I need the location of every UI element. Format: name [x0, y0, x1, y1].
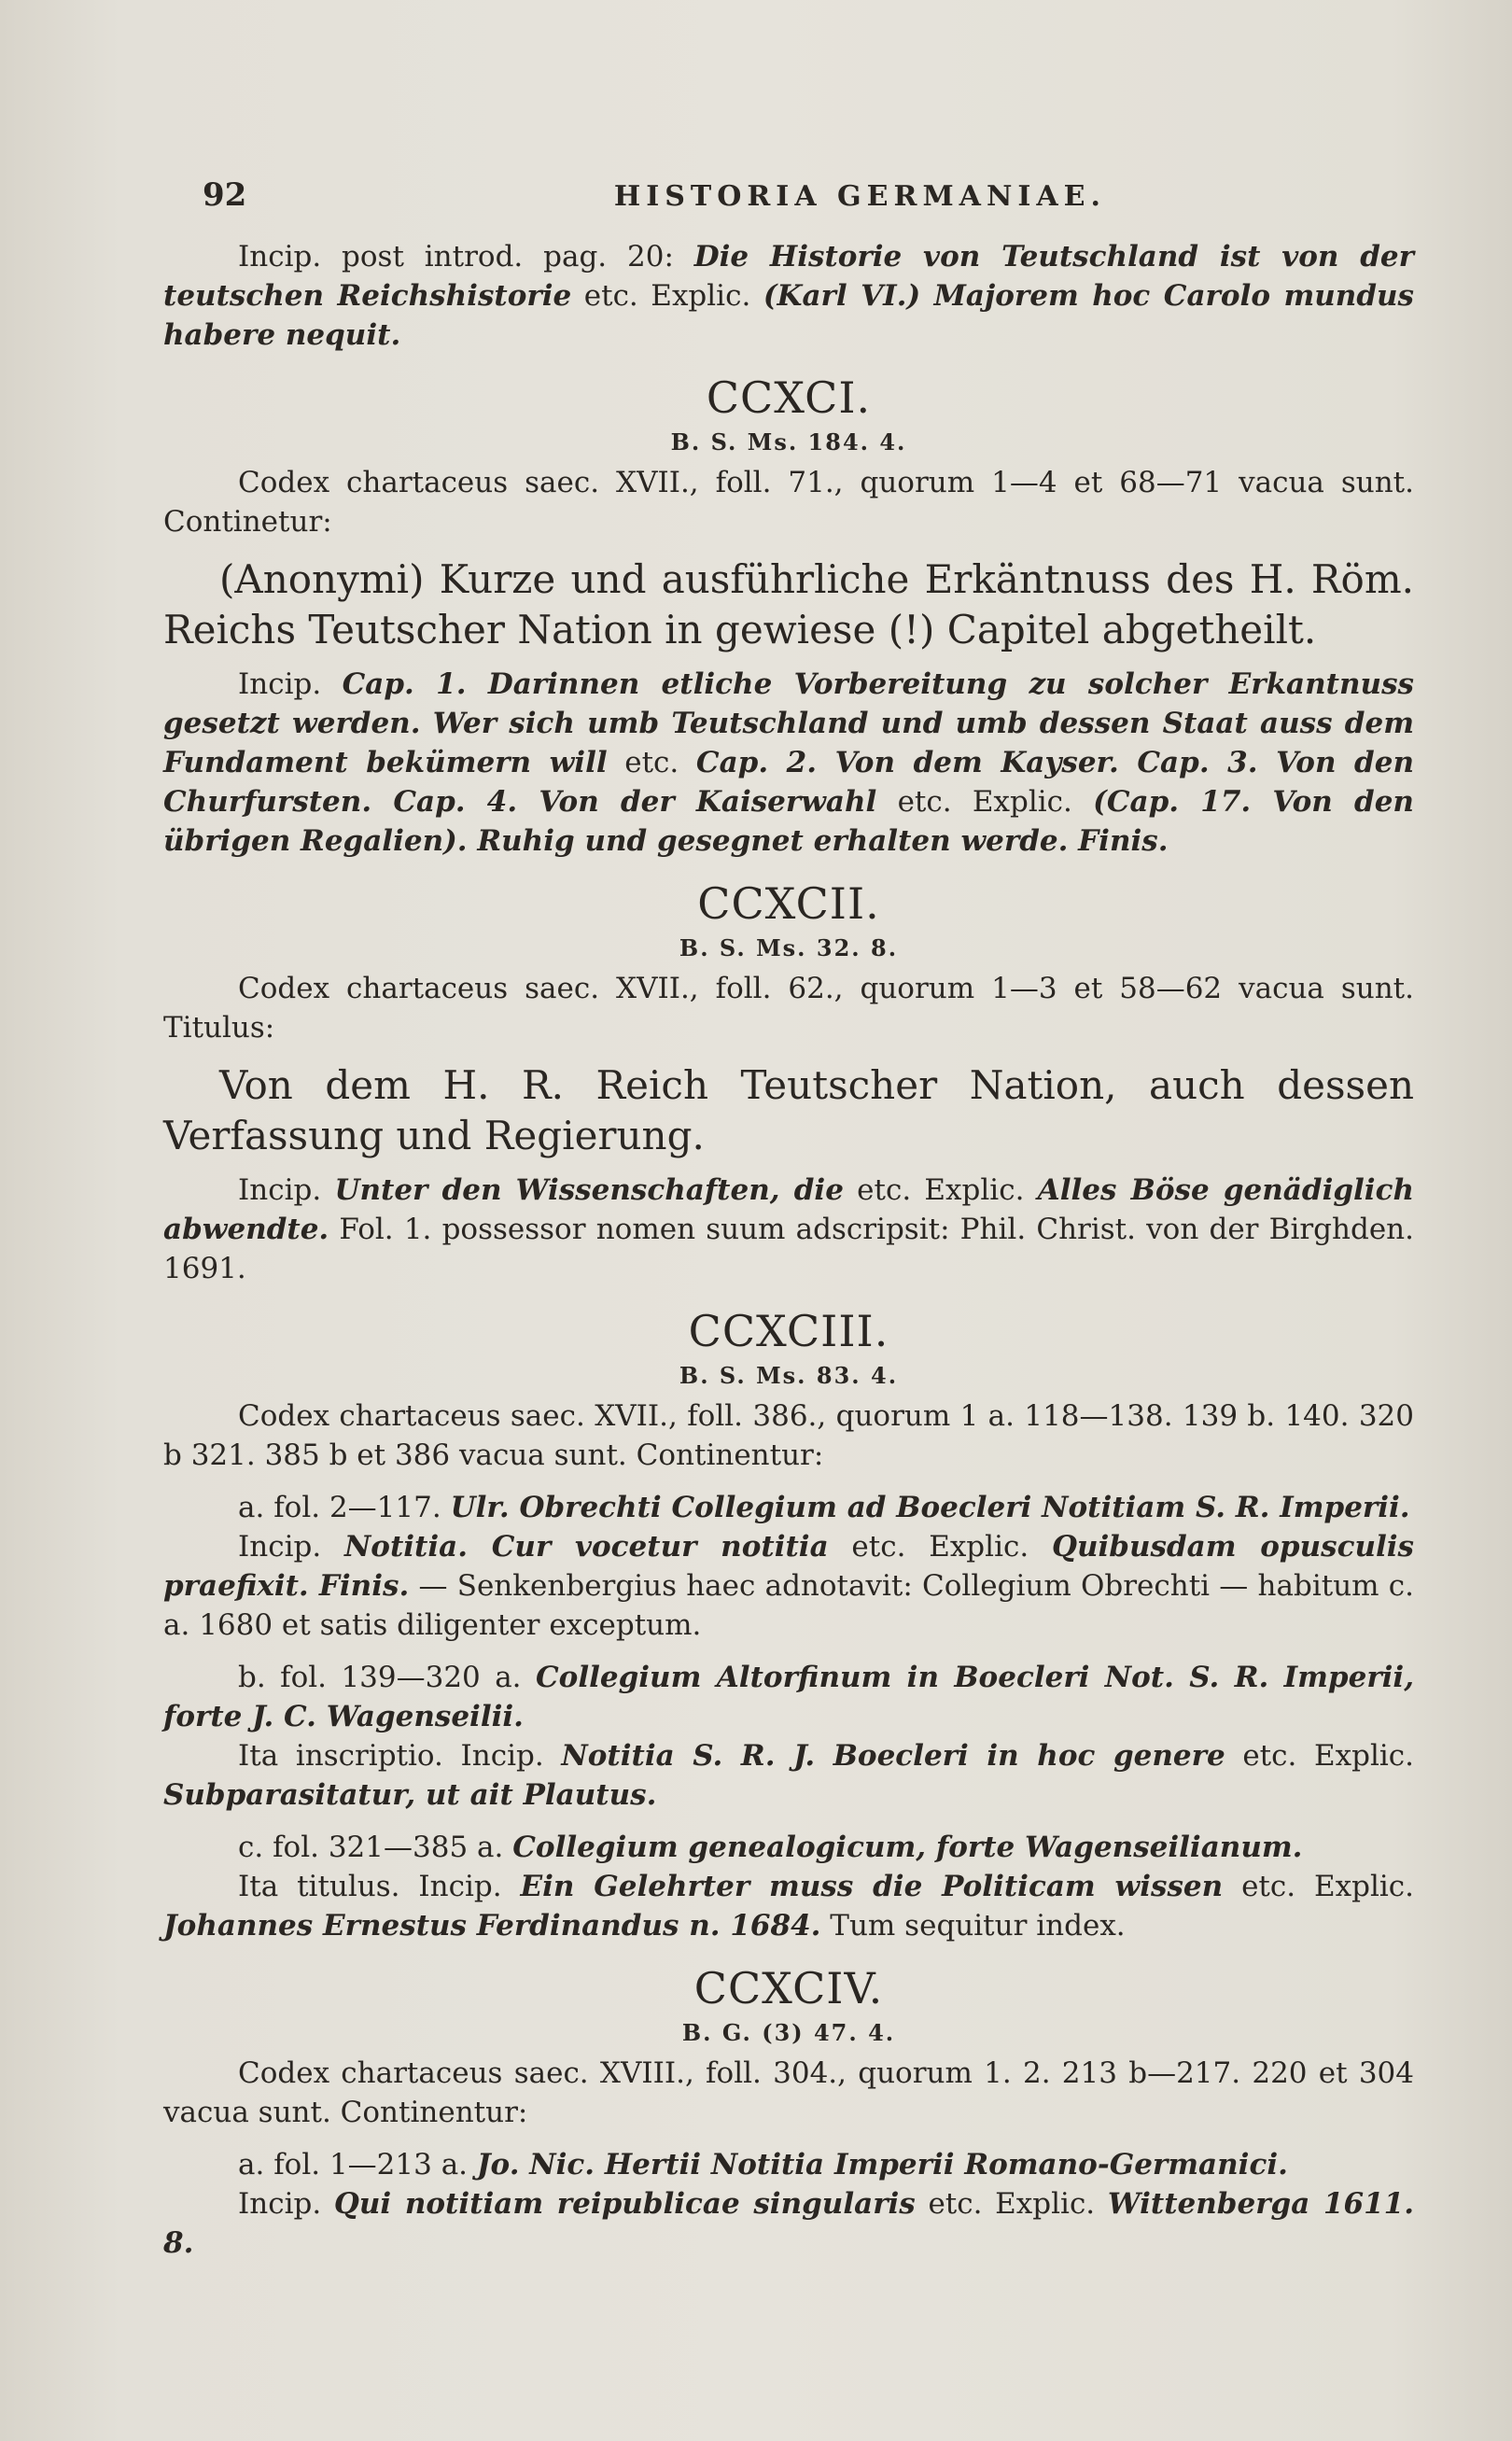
work-title: Von dem H. R. Reich Teutscher Nation, auch dessen Verfassung und Regierung.: [163, 1062, 1414, 1158]
text: etc. Explic.: [876, 785, 1094, 819]
text: a. fol. 2—117.: [238, 1491, 451, 1524]
entry-number: CCXCIV.: [693, 1963, 884, 2013]
text: etc. Explic.: [915, 2187, 1108, 2221]
item-c-heading: [163, 1828, 1414, 1867]
explicit-text: (Cap. 17. Von den übrigen Regalien). Ruhig und gesegnet erhalten werde. Finis.: [163, 785, 1414, 858]
item-b-heading: [163, 1658, 1414, 1736]
explicit-text: Quibusdam opusculis praefixit. Finis.: [163, 1530, 1414, 1603]
page-number: 92: [203, 176, 247, 214]
text: Ita titulus. Incip.: [238, 1870, 521, 1903]
incipit-text: Notitia S. R. J. Boecleri in hoc genere: [561, 1739, 1225, 1773]
text: Incip.: [238, 1530, 344, 1564]
entry-ccxciii: [163, 1305, 1414, 1945]
text: c. fol. 321—385 a.: [238, 1831, 513, 1864]
item-title: Collegium Altorfinum in Boecleri Not. S. R. Imperii, forte J. C. Wagenseilii.: [163, 1661, 1414, 1733]
text: Incip.: [238, 2187, 334, 2221]
incipit-explicit: [163, 665, 1414, 861]
work-title: (Anonymi) Kurze und ausführliche Erkäntnuss des H. Röm. Reichs Teutscher Nation in gewiese (!) Capitel abgetheilt.: [163, 556, 1414, 652]
text: Fol. 1. possessor nomen suum adscripsit: Phil. Christ. von der Birghden. 1691.: [163, 1213, 1414, 1285]
text: etc. Explic.: [1223, 1870, 1415, 1903]
text: a. fol. 1—213 a.: [238, 2148, 477, 2181]
intro-text: Incip. post introd. pag. 20:: [238, 240, 694, 274]
explicit-text: Subparasitatur, ut ait Plautus.: [163, 1778, 657, 1812]
item-a-detail: [163, 1527, 1414, 1645]
entry-ccxci: [163, 372, 1414, 861]
text: Tum sequitur index.: [820, 1909, 1126, 1943]
text: — Senkenbergius haec adnotavit: Collegium Obrechti — habitum c. a. 1680 et satis diligenter exceptum.: [163, 1569, 1415, 1642]
text: b. fol. 139—320 a.: [238, 1661, 536, 1694]
entry-number: CCXCIII.: [688, 1306, 889, 1356]
entry-number: CCXCI.: [706, 372, 872, 423]
item-c-detail: [163, 1867, 1414, 1945]
text: etc.: [607, 746, 696, 779]
text: Ita inscriptio. Incip.: [238, 1739, 562, 1773]
text: Incip.: [238, 667, 343, 701]
text: etc. Explic.: [843, 1173, 1038, 1207]
explicit-text: Wittenberga 1611. 8.: [163, 2187, 1414, 2260]
text: etc. Explic.: [828, 1530, 1052, 1564]
incipit-text: Cap. 2. Von dem Kayser. Cap. 3. Von den Churfursten. Cap. 4. Von der Kaiserwahl: [163, 746, 1414, 819]
incipit-text: Qui notitiam reipublicae singularis: [333, 2187, 916, 2221]
incipit-text: Ein Gelehrter muss die Politicam wissen: [520, 1870, 1224, 1903]
item-title: Ulr. Obrechti Collegium ad Boecleri Notitiam S. R. Imperii.: [450, 1491, 1410, 1524]
explicit-text: Alles Böse genädiglich abwendte.: [163, 1173, 1414, 1246]
running-title: HISTORIA GERMANIAE.: [613, 180, 1106, 213]
incipit-explicit: [163, 1171, 1414, 1288]
text: Incip.: [238, 1173, 335, 1207]
item-a-detail: [163, 2184, 1414, 2263]
incipit-text: Unter den Wissenschaften, die: [334, 1173, 844, 1207]
shelfmark: B. S. Ms. 83. 4.: [679, 1362, 899, 1389]
entry-ccxcii: [163, 877, 1414, 1288]
page-content: [163, 175, 1414, 2263]
shelfmark: B. S. Ms. 184. 4.: [670, 428, 907, 456]
codex-description: Codex chartaceus saec. XVII., foll. 386., quorum 1 a. 118—138. 139 b. 140. 320 b 321. 385 b et 386 vacua sunt. Continentur:: [163, 1399, 1414, 1472]
page-header: [163, 175, 1414, 217]
incipit-text: Cap. 1. Darinnen etliche Vorbereitung zu solcher Erkantnuss gesetzt werden. Wer sich umb Teutschland und umb dessen Staat auss dem Fundament bekümern will: [163, 667, 1414, 779]
intro-incipit: Die Historie von Teutschland ist von der teutschen Reichshistorie: [163, 240, 1414, 313]
codex-description: Codex chartaceus saec. XVII., foll. 71., quorum 1—4 et 68—71 vacua sunt. Continetur:: [163, 466, 1414, 539]
item-a-heading: [163, 2145, 1414, 2184]
entry-number: CCXCII.: [697, 878, 880, 929]
incipit-text: Notitia. Cur vocetur notitia: [343, 1530, 829, 1564]
explicit-text: Johannes Ernestus Ferdinandus n. 1684.: [163, 1909, 821, 1943]
shelfmark: B. S. Ms. 32. 8.: [679, 934, 899, 961]
item-title: Collegium genealogicum, forte Wagenseilianum.: [512, 1831, 1303, 1864]
item-b-detail: [163, 1736, 1414, 1815]
item-a-heading: [163, 1488, 1414, 1527]
intro-text: etc. Explic.: [571, 279, 763, 313]
text: etc. Explic.: [1225, 1739, 1414, 1773]
codex-description: Codex chartaceus saec. XVIII., foll. 304., quorum 1. 2. 213 b—217. 220 et 304 vacua sunt. Continentur:: [163, 2056, 1414, 2129]
intro-explicit: (Karl VI.) Majorem hoc Carolo mundus habere nequit.: [163, 279, 1415, 352]
intro-paragraph: [163, 237, 1414, 355]
item-title: Jo. Nic. Hertii Notitia Imperii Romano-Germanici.: [476, 2148, 1288, 2181]
entry-ccxciv: [163, 1962, 1414, 2263]
shelfmark: B. G. (3) 47. 4.: [681, 2019, 896, 2046]
codex-description: Codex chartaceus saec. XVII., foll. 62., quorum 1—3 et 58—62 vacua sunt. Titulus:: [163, 972, 1414, 1045]
